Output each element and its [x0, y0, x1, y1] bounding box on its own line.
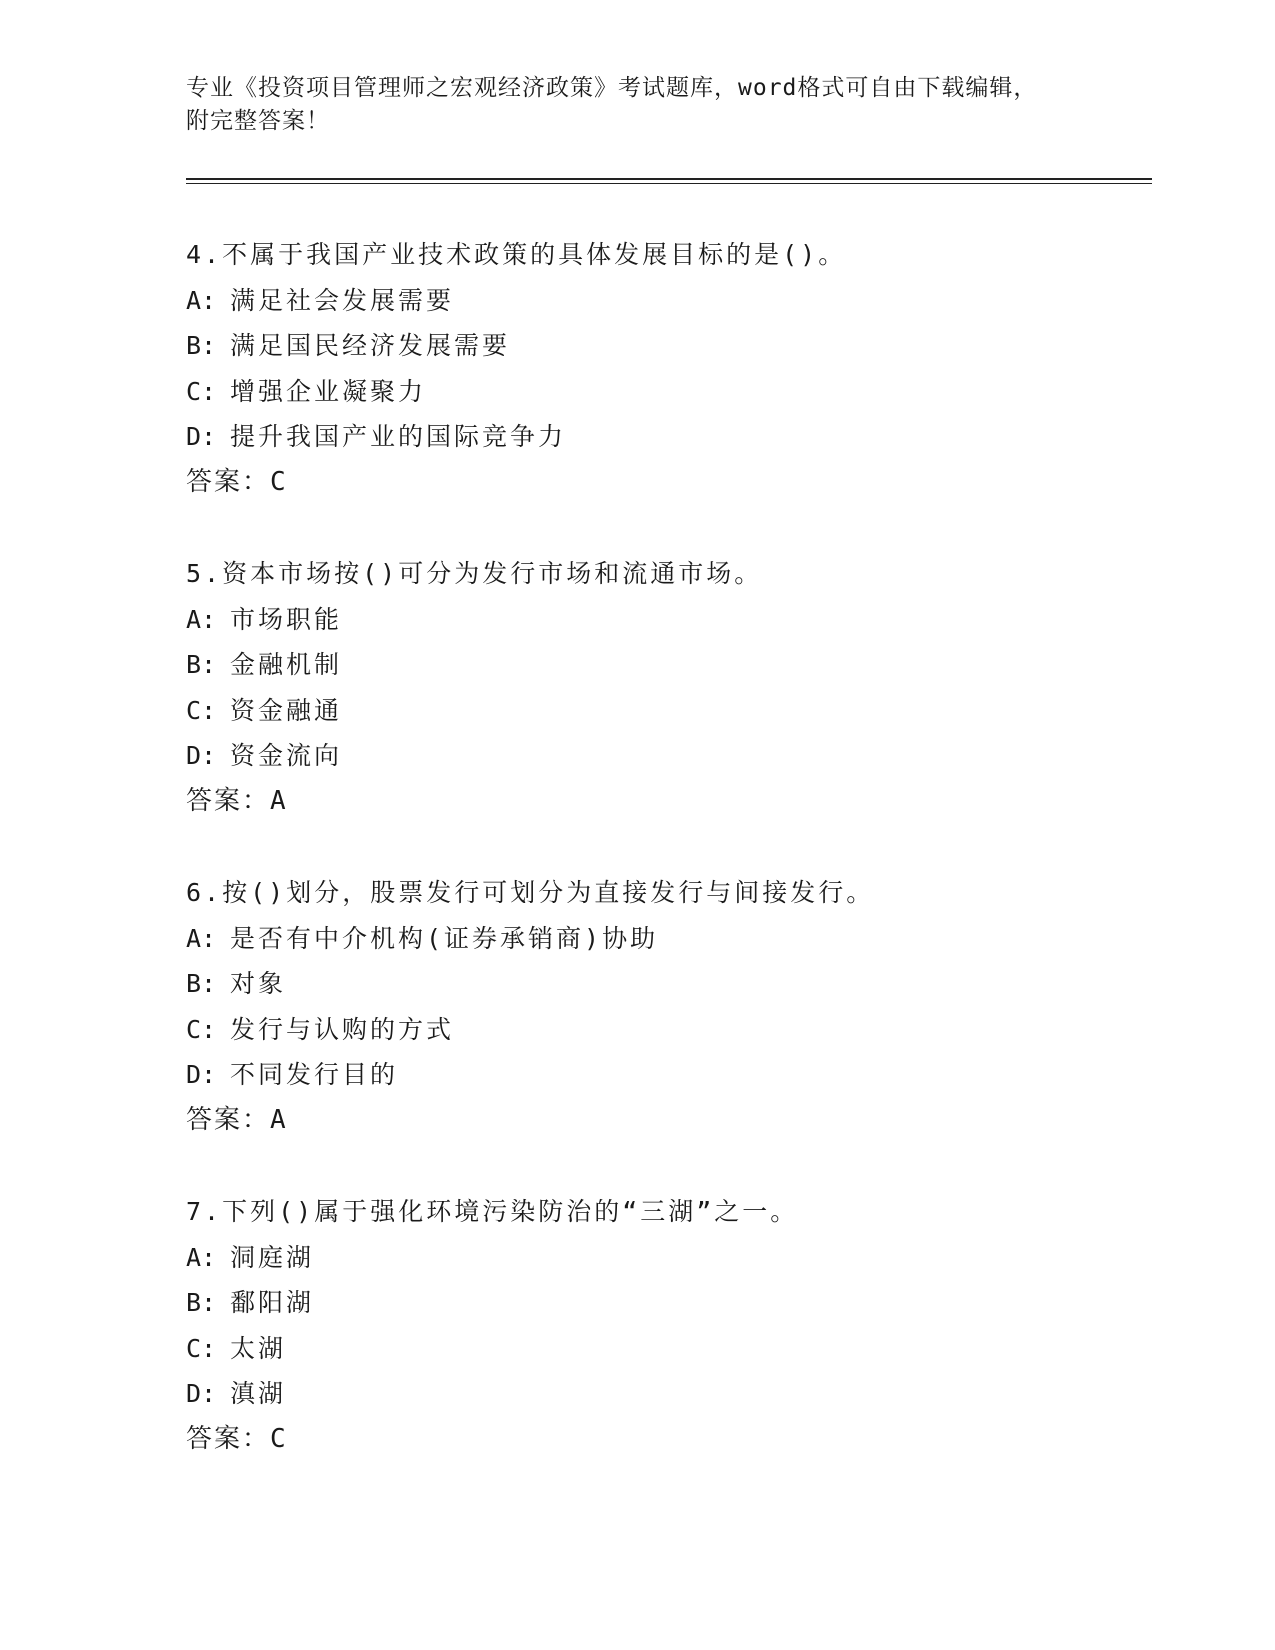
- option-text: 满足社会发展需要: [230, 285, 455, 315]
- option-b: [186, 1280, 1146, 1326]
- option-b: [186, 323, 1146, 369]
- question-6: [186, 870, 1146, 1189]
- option-letter: D:: [186, 1060, 217, 1089]
- question-5: [186, 551, 1146, 870]
- option-letter: A:: [186, 923, 217, 953]
- answer-label: 答案：: [186, 1104, 271, 1135]
- option-text: 洞庭湖: [230, 1242, 315, 1272]
- answer-value: A: [270, 1104, 288, 1135]
- option-text: 增强企业凝聚力: [230, 376, 427, 406]
- option-text: 鄱阳湖: [230, 1288, 315, 1317]
- option-text: 滇湖: [230, 1379, 287, 1408]
- option-letter: C:: [186, 376, 217, 406]
- option-letter: A:: [186, 1242, 217, 1272]
- answer-label: 答案：: [186, 1423, 271, 1454]
- option-letter: C:: [186, 1333, 217, 1363]
- answer-value: A: [270, 785, 288, 816]
- option-letter: B:: [186, 1288, 217, 1317]
- option-letter: A:: [186, 604, 217, 634]
- option-text: 资金流向: [230, 741, 343, 770]
- option-letter: D:: [186, 422, 217, 451]
- option-text: 金融机制: [230, 650, 343, 679]
- answer-label: 答案：: [186, 466, 271, 497]
- answer-value: C: [270, 1423, 288, 1454]
- header-line-2: 附完整答案！: [186, 108, 330, 134]
- option-c: [186, 369, 1146, 415]
- option-b: [186, 642, 1146, 688]
- question-stem: 5.资本市场按()可分为发行市场和流通市场。: [186, 559, 763, 588]
- question-4: [186, 232, 1146, 551]
- option-a: [186, 597, 1146, 643]
- option-c: [186, 1326, 1146, 1372]
- option-letter: D:: [186, 741, 217, 770]
- answer-line: [186, 1417, 1146, 1463]
- option-letter: C:: [186, 695, 217, 725]
- question-7: [186, 1189, 1146, 1508]
- question-stem: 6.按()划分，股票发行可划分为直接发行与间接发行。: [186, 878, 875, 907]
- option-text: 提升我国产业的国际竞争力: [230, 422, 567, 451]
- option-letter: C:: [186, 1014, 217, 1044]
- option-letter: B:: [186, 331, 217, 360]
- option-a: [186, 278, 1146, 324]
- question-stem: 4.不属于我国产业技术政策的具体发展目标的是()。: [186, 240, 847, 269]
- answer-line: [186, 460, 1146, 506]
- option-text: 太湖: [230, 1333, 287, 1363]
- option-d: [186, 1052, 1146, 1098]
- option-c: [186, 688, 1146, 734]
- question-list: [186, 232, 1146, 1508]
- option-c: [186, 1007, 1146, 1053]
- header-divider: [186, 178, 1152, 184]
- answer-label: 答案：: [186, 785, 271, 816]
- option-text: 是否有中介机构(证券承销商)协助: [230, 923, 659, 953]
- option-text: 市场职能: [230, 604, 343, 634]
- answer-value: C: [270, 466, 288, 497]
- option-text: 满足国民经济发展需要: [230, 331, 511, 360]
- option-b: [186, 961, 1146, 1007]
- answer-line: [186, 779, 1146, 825]
- question-stem: 7.下列()属于强化环境污染防治的“三湖”之一。: [186, 1197, 799, 1226]
- option-letter: D:: [186, 1379, 217, 1408]
- option-letter: B:: [186, 969, 217, 998]
- option-text: 不同发行目的: [230, 1060, 399, 1089]
- option-text: 资金融通: [230, 695, 343, 725]
- document-header: [186, 72, 1086, 138]
- answer-line: [186, 1098, 1146, 1144]
- option-letter: A:: [186, 285, 217, 315]
- option-a: [186, 916, 1146, 962]
- option-d: [186, 733, 1146, 779]
- option-d: [186, 1371, 1146, 1417]
- option-text: 发行与认购的方式: [230, 1014, 455, 1044]
- option-d: [186, 414, 1146, 460]
- option-text: 对象: [230, 969, 287, 998]
- option-a: [186, 1235, 1146, 1281]
- header-line-1: 专业《投资项目管理师之宏观经济政策》考试题库，word格式可自由下载编辑，: [186, 75, 1038, 101]
- option-letter: B:: [186, 650, 217, 679]
